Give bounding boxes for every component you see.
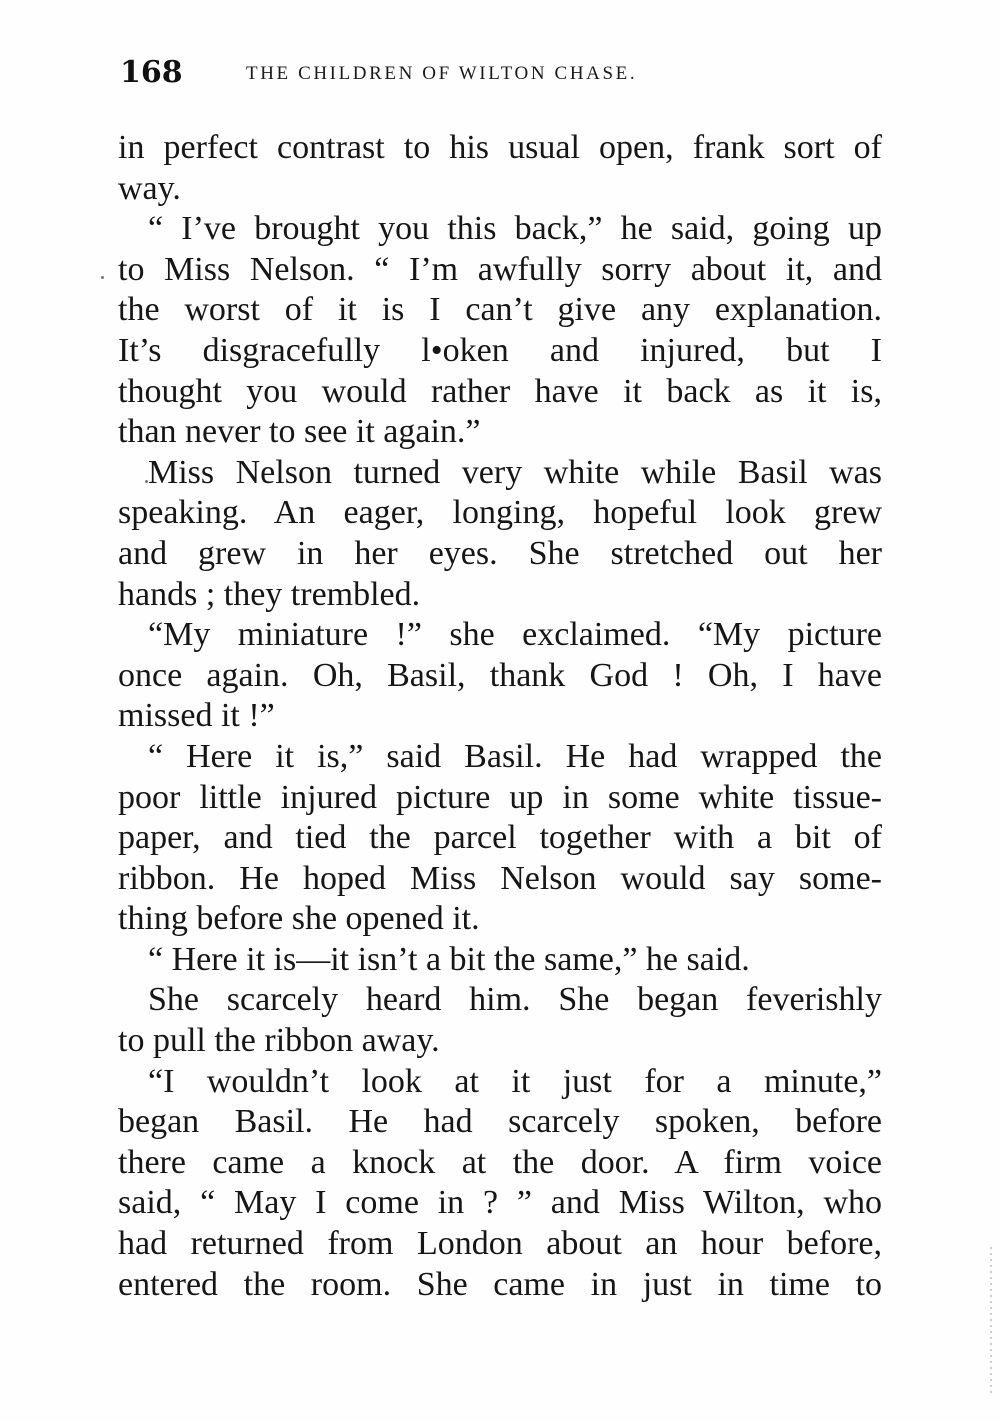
text-line: She scarcely heard him. She began feverishly xyxy=(148,981,882,1019)
text-line: speaking. An eager, longing, hopeful look grew xyxy=(118,494,882,532)
text-line: to pull the ribbon away. xyxy=(118,1022,440,1060)
text-line: poor little injured picture up in some white tissue- xyxy=(118,778,882,816)
text-line: to Miss Nelson. “ I’m awfully sorry about it, and xyxy=(118,250,882,288)
text-line: hands ; they trembled. xyxy=(118,575,421,613)
text-line: said, “ May I come in ? ” and Miss Wilton, who xyxy=(118,1184,882,1222)
body-text xyxy=(118,128,882,1305)
text-line: “My miniature !” she exclaimed. “My picture xyxy=(148,616,882,654)
binding-edge-dots xyxy=(990,1245,992,1395)
text-line: began Basil. He had scarcely spoken, before xyxy=(118,1103,882,1141)
text-line: “ I’ve brought you this back,” he said, going up xyxy=(148,210,882,248)
margin-speck xyxy=(145,480,148,483)
page-number: 168 xyxy=(120,55,183,90)
text-line: missed it !” xyxy=(118,697,275,735)
running-head: THE CHILDREN OF WILTON CHASE. xyxy=(246,63,638,84)
text-line: and grew in her eyes. She stretched out her xyxy=(118,534,882,572)
text-line: “ Here it is—it isn’t a bit the same,” he said. xyxy=(148,940,750,978)
text-line: “I wouldn’t look at it just for a minute,” xyxy=(148,1062,882,1100)
text-line: once again. Oh, Basil, thank God ! Oh, I have xyxy=(118,656,882,694)
text-line: ribbon. He hoped Miss Nelson would say some- xyxy=(118,859,882,897)
text-line: “ Here it is,” said Basil. He had wrapped the xyxy=(148,737,882,775)
text-line: Miss Nelson turned very white while Basil was xyxy=(148,453,882,491)
text-line: thing before she opened it. xyxy=(118,900,480,938)
margin-speck xyxy=(101,276,104,279)
text-line: thought you would rather have it back as it is, xyxy=(118,372,882,410)
text-line: in perfect contrast to his usual open, frank sort of xyxy=(118,129,882,166)
text-line: paper, and tied the parcel together with a bit of xyxy=(118,819,882,857)
text-line: way. xyxy=(118,169,181,207)
text-line: had returned from London about an hour before, xyxy=(118,1225,882,1263)
text-line: the worst of it is I can’t give any explanation. xyxy=(118,291,882,329)
page-header xyxy=(120,55,880,95)
text-line: than never to see it again.” xyxy=(118,413,481,451)
text-line: It’s disgracefully l•oken and injured, but I xyxy=(118,331,882,369)
text-line: there came a knock at the door. A firm voice xyxy=(118,1143,882,1181)
text-line: entered the room. She came in just in time to xyxy=(118,1265,882,1303)
